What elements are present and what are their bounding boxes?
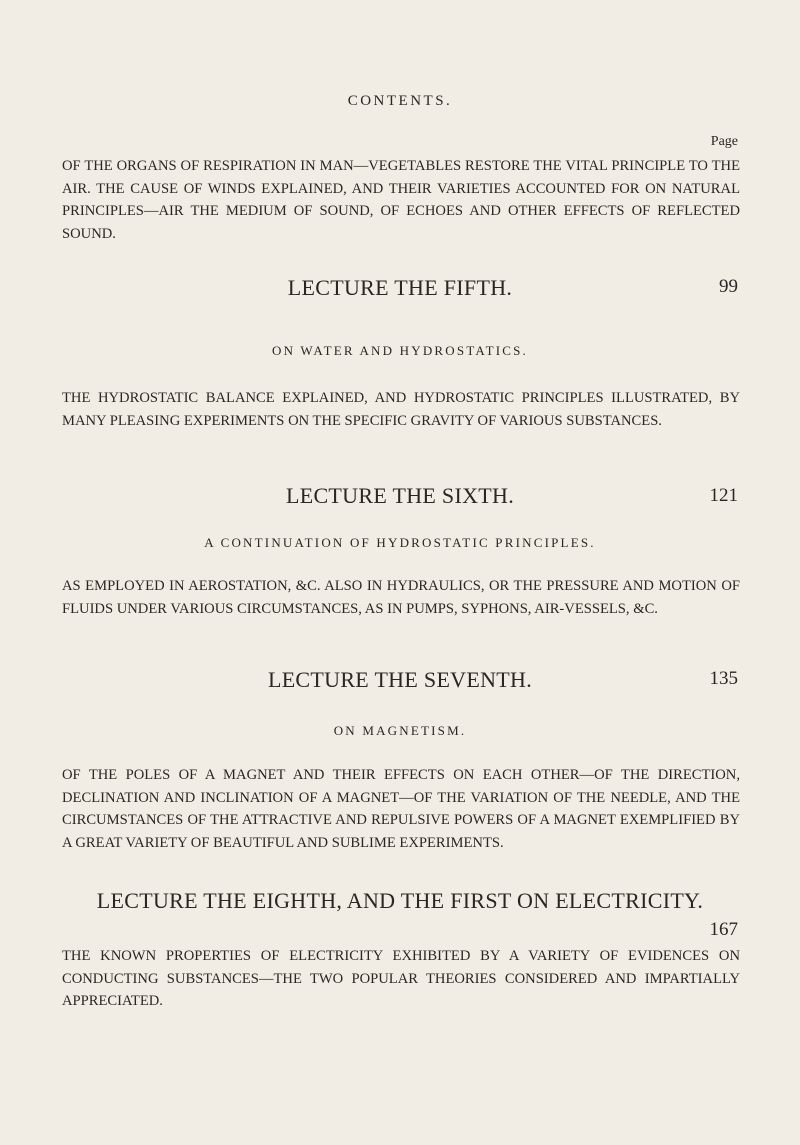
lecture-title: LECTURE THE SEVENTH. bbox=[267, 667, 533, 692]
lecture-title: LECTURE THE EIGHTH, AND THE FIRST ON ELECTRICITY. bbox=[96, 888, 704, 913]
lecture-page-number: 99 bbox=[719, 276, 738, 297]
intro-paragraph: OF THE ORGANS OF RESPIRATION IN MAN—VEGETABLES RESTORE THE VITAL PRINCIPLE TO THE AIR. THE CAUSE OF WINDS EXPLAINED, AND THEIR VARIETIES ACCOUNTED FOR ON NATURAL PRINCIPLES—AIR THE MEDIUM OF SOUND, OF ECHOES AND OTHER EFFECTS OF REFLECTED SOUND. bbox=[62, 158, 740, 242]
lecture-summary: AS EMPLOYED IN AEROSTATION, &C. ALSO IN HYDRAULICS, OR THE PRESSURE AND MOTION OF FLUIDS UNDER VARIOUS CIRCUMSTANCES, AS IN PUMPS, SYPHONS, AIR-VESSELS, &C. bbox=[62, 578, 740, 617]
lecture-title: LECTURE THE FIFTH. bbox=[287, 275, 513, 300]
lecture-title: LECTURE THE SIXTH. bbox=[285, 483, 515, 508]
lecture-summary: THE KNOWN PROPERTIES OF ELECTRICITY EXHIBITED BY A VARIETY OF EVIDENCES ON CONDUCTING SUBSTANCES—THE TWO POPULAR THEORIES CONSIDERED AND IMPARTIALLY APPRECIATED. bbox=[62, 948, 740, 1010]
lecture-summary: THE HYDROSTATIC BALANCE EXPLAINED, AND HYDROSTATIC PRINCIPLES ILLUSTRATED, BY MANY PLEASING EXPERIMENTS ON THE SPECIFIC GRAVITY OF VARIOUS SUBSTANCES. bbox=[62, 390, 740, 429]
lecture-page-number: 135 bbox=[709, 668, 738, 689]
lecture-subtitle: ON WATER AND HYDROSTATICS. bbox=[272, 343, 528, 358]
page-column-label: Page bbox=[710, 134, 738, 149]
lecture-subtitle: ON MAGNETISM. bbox=[333, 723, 467, 738]
lecture-page-number: 121 bbox=[709, 485, 738, 506]
lecture-subtitle: A CONTINUATION OF HYDROSTATIC PRINCIPLES. bbox=[204, 535, 596, 550]
running-head: CONTENTS. bbox=[347, 93, 453, 109]
lecture-page-number: 167 bbox=[709, 919, 738, 940]
lecture-summary: OF THE POLES OF A MAGNET AND THEIR EFFECTS ON EACH OTHER—OF THE DIRECTION, DECLINATION AND INCLINATION OF A MAGNET—OF THE VARIATION OF THE NEEDLE, AND THE CIRCUMSTANCES OF THE ATTRACTIVE AND REPULSIVE POWERS OF A MAGNET EXEMPLIFIED BY A GREAT VARIETY OF BEAUTIFUL AND SUBLIME EXPERIMENTS. bbox=[62, 767, 740, 851]
